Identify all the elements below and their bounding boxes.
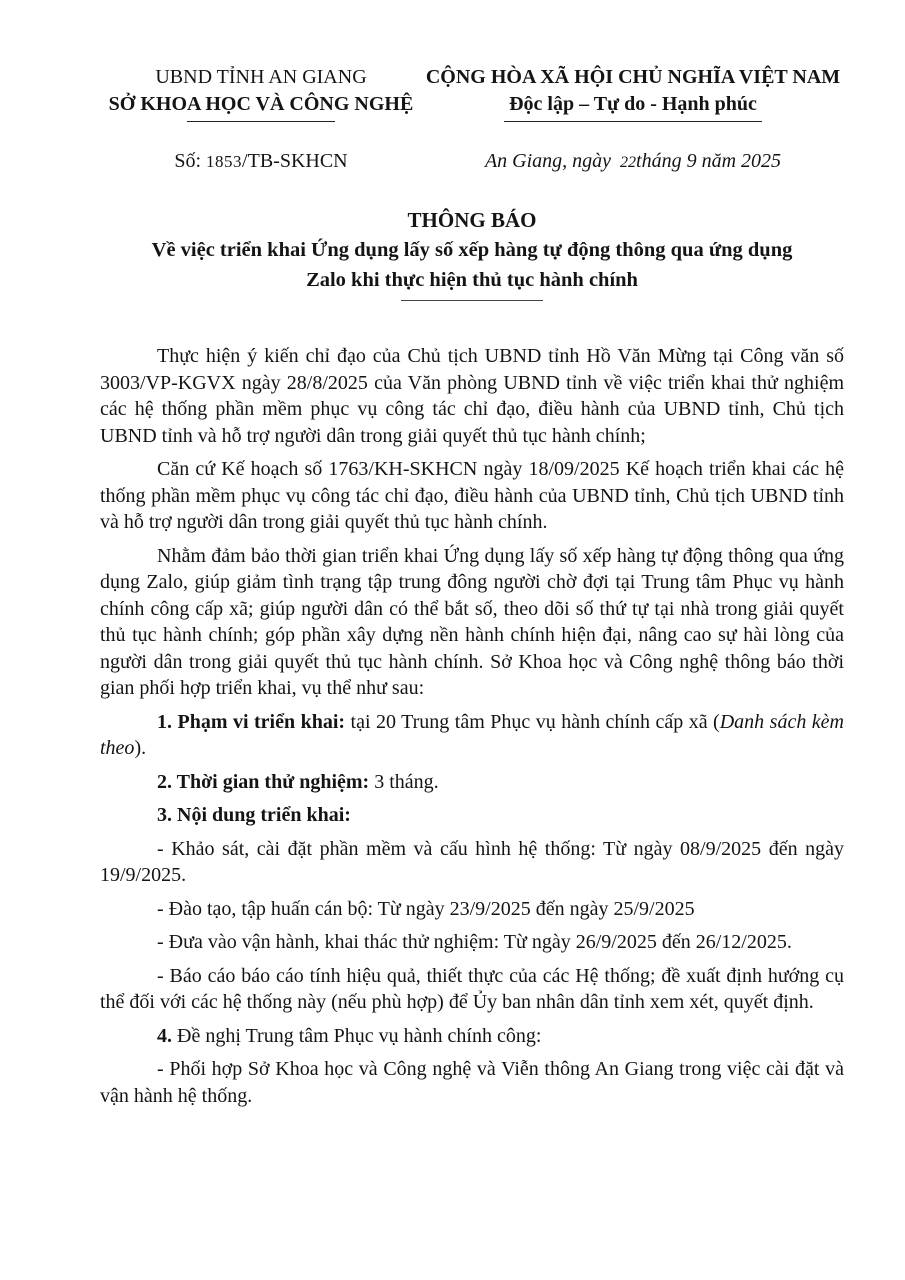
agency-parent-name: UBND TỈNH AN GIANG — [155, 66, 367, 88]
section-1-scope — [100, 709, 844, 762]
paragraph-basis-2: Căn cứ Kế hoạch số 1763/KH-SKHCN ngày 18/09/2025 Kế hoạch triển khai các hệ thống phần mềm phục vụ công tác chỉ đạo, điều hành của UBND tỉnh, Chủ tịch UBND tỉnh và hỗ trợ người dân trong giải quyết thủ tục hành chính. — [100, 458, 844, 533]
national-motto-block — [422, 64, 844, 122]
bullet-operation: - Đưa vào vận hành, khai thác thử nghiệm: Từ ngày 26/9/2025 đến 26/12/2025. — [157, 931, 792, 953]
bullet-survey-install: - Khảo sát, cài đặt phần mềm và cấu hình hệ thống: Từ ngày 08/9/2025 đến ngày 19/9/2025. — [100, 837, 844, 886]
section-4-text: Đề nghị Trung tâm Phục vụ hành chính công: — [172, 1024, 542, 1047]
place-date-prefix: An Giang, ngày — [484, 150, 612, 172]
bullet-coordination: - Phối hợp Sở Khoa học và Công nghệ và Viễn thông An Giang trong việc cài đặt và vận hành hệ thống. — [100, 1058, 844, 1107]
paragraph-basis-1: Thực hiện ý kiến chỉ đạo của Chủ tịch UBND tỉnh Hồ Văn Mừng tại Công văn số 3003/VP-KGVX ngày 28/8/2025 của Văn phòng UBND tỉnh về việc triển khai thử nghiệm các hệ thống phần mềm phục vụ công tác chỉ đạo, điều hành của UBND tỉnh, Chủ tịch UBND tỉnh và hỗ trợ người dân trong giải quyết thủ tục hành chính; — [100, 345, 844, 447]
section-2-text: 3 tháng. — [369, 770, 439, 793]
document-number — [100, 150, 422, 173]
place-date-suffix: tháng 9 năm 2025 — [636, 150, 782, 172]
section-1-label: 1. Phạm vi triển khai: — [157, 710, 346, 733]
bullet-training: - Đào tạo, tập huấn cán bộ: Từ ngày 23/9/2025 đến ngày 25/9/2025 — [157, 897, 695, 920]
document-subject-line2: Zalo khi thực hiện thủ tục hành chính — [306, 269, 638, 291]
bullet-report: - Báo cáo báo cáo tính hiệu quả, thiết thực của các Hệ thống; đề xuất định hướng cụ thể đối với các hệ thống này (nếu phù hợp) để Ủy ban nhân dân tỉnh xem xét, quyết định. — [100, 964, 844, 1013]
issuing-agency-block — [100, 64, 422, 122]
place-date-line — [422, 150, 844, 173]
agency-name: SỞ KHOA HỌC VÀ CÔNG NGHỆ — [108, 93, 414, 115]
document-title-block — [100, 205, 844, 301]
doc-number-label: Số: — [174, 150, 202, 172]
document-subject-line1: Về việc triển khai Ứng dụng lấy số xếp hàng tự động thông qua ứng dụng — [151, 239, 793, 261]
section-1-close: ). — [134, 737, 147, 759]
date-day-value: 22 — [620, 154, 637, 171]
document-header — [100, 64, 844, 122]
section-1-text: tại 20 Trung tâm Phục vụ hành chính cấp xã ( — [345, 710, 720, 733]
document-body — [100, 343, 844, 1109]
section-2-label: 2. Thời gian thử nghiệm: — [157, 770, 370, 793]
section-3-content — [100, 802, 844, 829]
section-2-duration — [100, 769, 844, 796]
document-meta-row — [100, 150, 844, 173]
section-3-label: 3. Nội dung triển khai: — [157, 804, 351, 826]
section-1-attachment-note: Danh sách kèm theo — [100, 710, 844, 759]
national-title: CỘNG HÒA XÃ HỘI CHỦ NGHĨA VIỆT NAM — [425, 66, 841, 88]
doc-number-value: 1853 — [206, 152, 243, 171]
national-motto: Độc lập – Tự do - Hạnh phúc — [509, 93, 757, 115]
title-underline — [401, 300, 543, 301]
doc-number-suffix: /TB-SKHCN — [242, 150, 348, 172]
motto-underline — [504, 121, 762, 122]
section-4-request — [100, 1023, 844, 1050]
section-4-label: 4. — [157, 1024, 172, 1047]
agency-underline — [187, 121, 335, 122]
paragraph-purpose: Nhằm đảm bảo thời gian triển khai Ứng dụng lấy số xếp hàng tự động thông qua ứng dụng Zalo, giúp giảm tình trạng tập trung đông người chờ đợi tại Trung tâm Phục vụ hành chính công cấp xã; giúp người dân có thể bắt số, theo dõi số thứ tự tại nhà trong giải quyết thủ tục hành chính; góp phần xây dựng nền hành chính hiện đại, nâng cao sự hài lòng của người dân trong giải quyết thủ tục hành chính. Sở Khoa học và Công nghệ thông báo thời gian phối hợp triển khai, vụ thể như sau: — [100, 544, 844, 699]
document-type-title: THÔNG BÁO — [407, 208, 537, 232]
